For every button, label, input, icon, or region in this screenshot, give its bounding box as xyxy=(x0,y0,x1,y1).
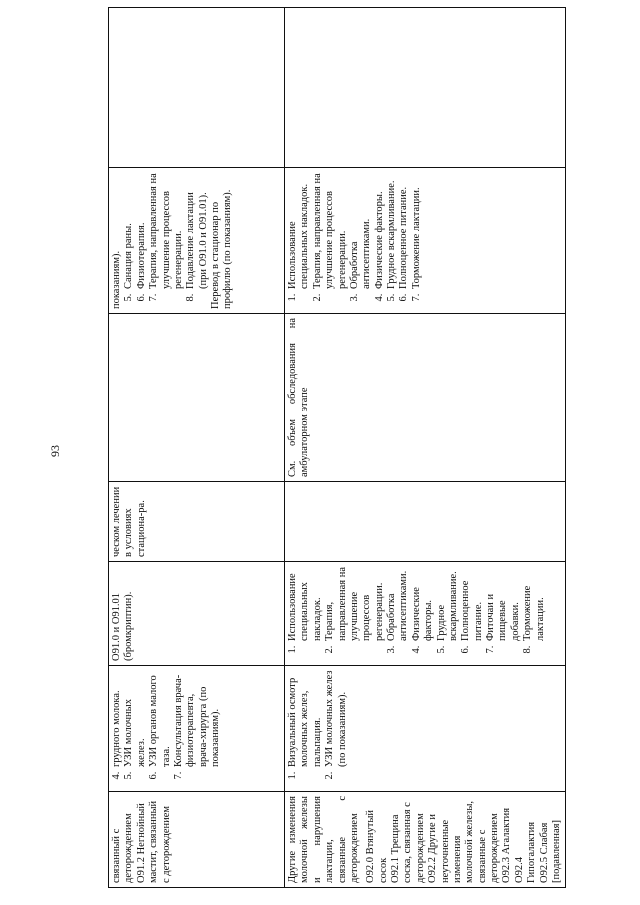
list-item: 7. Торможение лактации. xyxy=(411,172,423,291)
list-item: 3. Обработка антисептиками. xyxy=(386,566,411,643)
list-item: 2. Терапия, направленная на улучшение процессов регенерации. xyxy=(312,172,349,291)
inpatient-treatment-cell xyxy=(109,168,285,314)
inpatient-transfer-note: Перевод в стационар по профилю (по показаниям). xyxy=(210,189,234,309)
list-item: 2. УЗИ молочных желез (по показаниям). xyxy=(324,670,349,769)
list-item: 3. Обработка антисептиками. xyxy=(349,172,374,291)
table-row xyxy=(109,8,285,888)
list-item: 1. Использование специальных накладок. xyxy=(287,566,324,643)
conditions-cell xyxy=(285,482,566,562)
diagnosis-code: O91.2 Негнойный мастит, связанный с деторождением xyxy=(135,800,172,883)
diagnosis-cell xyxy=(285,792,566,888)
outpatient-exams-list xyxy=(287,670,349,787)
conditions-cell xyxy=(109,482,285,562)
diagnosis-continued: связанный с деторождением xyxy=(111,813,135,883)
table-row xyxy=(285,8,566,888)
outpatient-exams-cell xyxy=(109,666,285,792)
diagnosis-code: O92.4 Гипогалактия xyxy=(513,821,538,883)
list-item: 7. Терапия, направленная на улучшение процессов регенерации. xyxy=(148,172,185,291)
list-item: 4. Физические факторы. xyxy=(374,172,386,291)
inpatient-treatment-continued: показаниям). xyxy=(111,250,122,309)
diagnosis-code: O92.1 Трещина соска, связанная с деторождением xyxy=(390,802,426,883)
list-item: 5. Грудное вскармливание. xyxy=(386,172,398,291)
list-item: 1. Использование специальных накладок. xyxy=(287,172,312,291)
list-item: 1. Визуальный осмотр молочных желез, пальпация. xyxy=(287,670,324,769)
list-item: 5. Грудное вскармливание. xyxy=(436,566,461,643)
inpatient-exams-cell xyxy=(285,314,566,482)
outpatient-treatment-cell xyxy=(109,562,285,666)
notes-cell xyxy=(285,8,566,168)
outpatient-exams-cell xyxy=(285,666,566,792)
list-item: 5. УЗИ молочных желез. xyxy=(123,670,148,769)
diagnosis-code: O92.5 Слабая [подавленная] xyxy=(538,819,562,883)
inpatient-treatment-list xyxy=(123,172,210,309)
inpatient-exams-text: См. объем обследования на амбулаторном этапе xyxy=(287,318,311,477)
list-item: 7. Консультация врача-физиотерапевта, врача-хирурга (по показаниям). xyxy=(173,670,223,769)
list-item: 6. Полноценное питание. xyxy=(398,172,410,291)
list-item: 4. Физические факторы. xyxy=(411,566,436,643)
outpatient-treatment-text: O91.0 и O91.01 (бромкриптин). xyxy=(111,591,135,661)
diagnosis-cell xyxy=(109,792,285,888)
diagnosis-code: O92.3 Агалактия xyxy=(501,807,513,883)
inpatient-treatment-cell xyxy=(285,168,566,314)
conditions-text: ческом лечении в условиях стациона-ра. xyxy=(111,486,147,557)
clinical-protocol-table xyxy=(108,8,562,888)
outpatient-exams-list xyxy=(111,670,222,787)
diagnosis-code: O92.2 Другие и неуточненные изменения молочной железы, связанные с деторождением xyxy=(427,800,500,883)
list-item: 6. Полноценное питание. xyxy=(460,566,485,643)
page-number: 93 xyxy=(48,445,62,457)
outpatient-treatment-list xyxy=(287,566,547,661)
list-item: 7. Фиточаи и пищевые добавки. xyxy=(485,566,522,643)
diagnosis-group-title: Другие изменения молочной железы и нарушения лактации, связанные с деторождением xyxy=(287,796,360,883)
list-item: 6. Физиотерапия. xyxy=(136,172,148,291)
list-item: 5. Санация раны. xyxy=(123,172,135,291)
list-item: 8. Подавление лактации (при O91.0 и O91.01). xyxy=(185,172,210,291)
notes-cell xyxy=(109,8,285,168)
diagnosis-code: O92.0 Втянутый сосок xyxy=(365,810,389,883)
inpatient-exams-cell xyxy=(109,314,285,482)
list-item: 6. УЗИ органов малого таза. xyxy=(148,670,173,769)
list-item: 4. грудного молока. xyxy=(111,670,123,769)
diagnosis-list xyxy=(287,796,563,883)
inpatient-treatment-list xyxy=(287,172,423,309)
list-item: 2. Терапия, направленная на улучшение процессов регенерации. xyxy=(324,566,386,643)
list-item: 8. Торможение лактации. xyxy=(522,566,547,643)
outpatient-treatment-cell xyxy=(285,562,566,666)
